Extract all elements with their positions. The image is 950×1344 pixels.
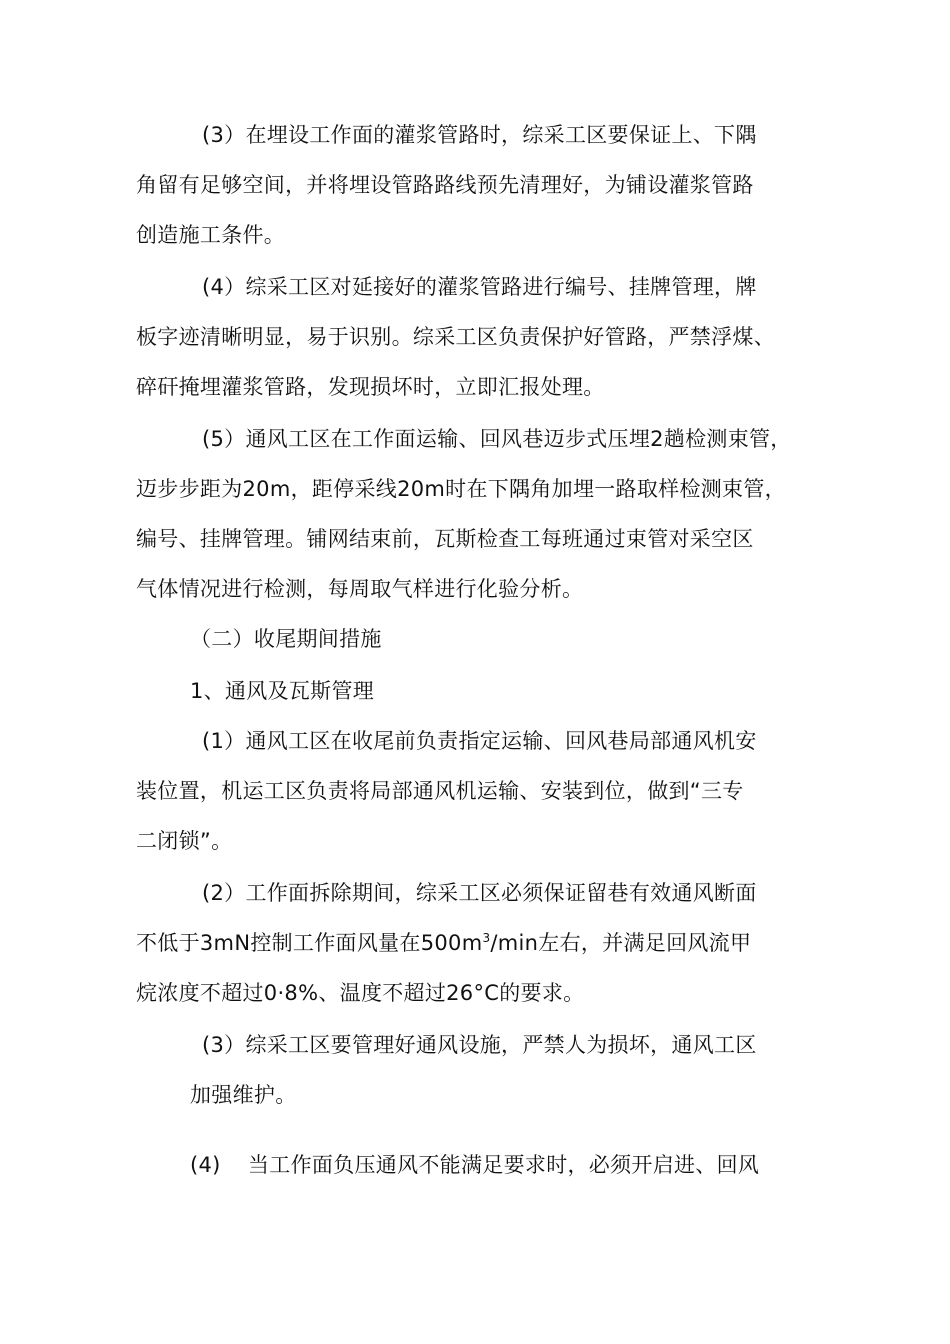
para-3-line-2: 角留有足够空间，并将埋设管路路线预先清理好，为铺设灌浆管路 (136, 173, 754, 197)
cubic-superscript: 3 (482, 931, 491, 945)
item-2-line-1: (2）工作面拆除期间，综采工区必须保证留巷有效通风断面 (202, 881, 757, 905)
item-2-line-2-b: /min左右，并满足回风流甲 (490, 931, 752, 955)
para-4-line-2: 板字迹清晰明显，易于识别。综采工区负责保护好管路，严禁浮煤、 (136, 325, 775, 349)
item-2-line-2 (136, 928, 751, 958)
section-heading: （二）收尾期间措施 (190, 627, 382, 651)
item-4-number: (4) (190, 1153, 221, 1177)
item-3-line-1: (3）综采工区要管理好通风设施，严禁人为损坏，通风工区 (202, 1033, 757, 1057)
item-1-line-2: 装位置，机运工区负责将局部通风机运输、安装到位，做到“三专 (136, 779, 744, 803)
item-2-line-2-a: 不低于3mN控制工作面风量在500m (136, 931, 483, 955)
para-4-line-1: (4）综采工区对延接好的灌浆管路进行编号、挂牌管理，牌 (202, 275, 757, 299)
item-1-line-1: (1）通风工区在收尾前负责指定运输、回风巷局部通风机安 (202, 729, 757, 753)
para-3-line-3: 创造施工条件。 (136, 223, 286, 247)
para-5-line-2: 迈步步距为20m，距停采线20m时在下隅角加埋一路取样检测束管， (136, 477, 786, 501)
item-2-line-3: 烷浓度不超过0·8%、温度不超过26°C的要求。 (136, 981, 585, 1005)
para-5-line-3: 编号、挂牌管理。铺网结束前，瓦斯检查工每班通过束管对采空区 (136, 527, 754, 551)
item-4-line-1: 当工作面负压通风不能满足要求时，必须开启进、回风 (248, 1153, 760, 1177)
para-3-line-1: (3）在埋设工作面的灌浆管路时，综采工区要保证上、下隅 (202, 123, 757, 147)
para-4-line-3: 碎矸掩埋灌浆管路，发现损坏时，立即汇报处理。 (136, 375, 605, 399)
para-5-line-4: 气体情况进行检测，每周取气样进行化验分析。 (136, 577, 584, 601)
item-1-line-3: 二闭锁”。 (136, 829, 233, 853)
item-3-line-2: 加强维护。 (190, 1083, 297, 1107)
para-5-line-1: (5）通风工区在工作面运输、回风巷迈步式压埋2趟检测束管， (202, 427, 792, 451)
sub-heading: 1、通风及瓦斯管理 (190, 679, 375, 703)
